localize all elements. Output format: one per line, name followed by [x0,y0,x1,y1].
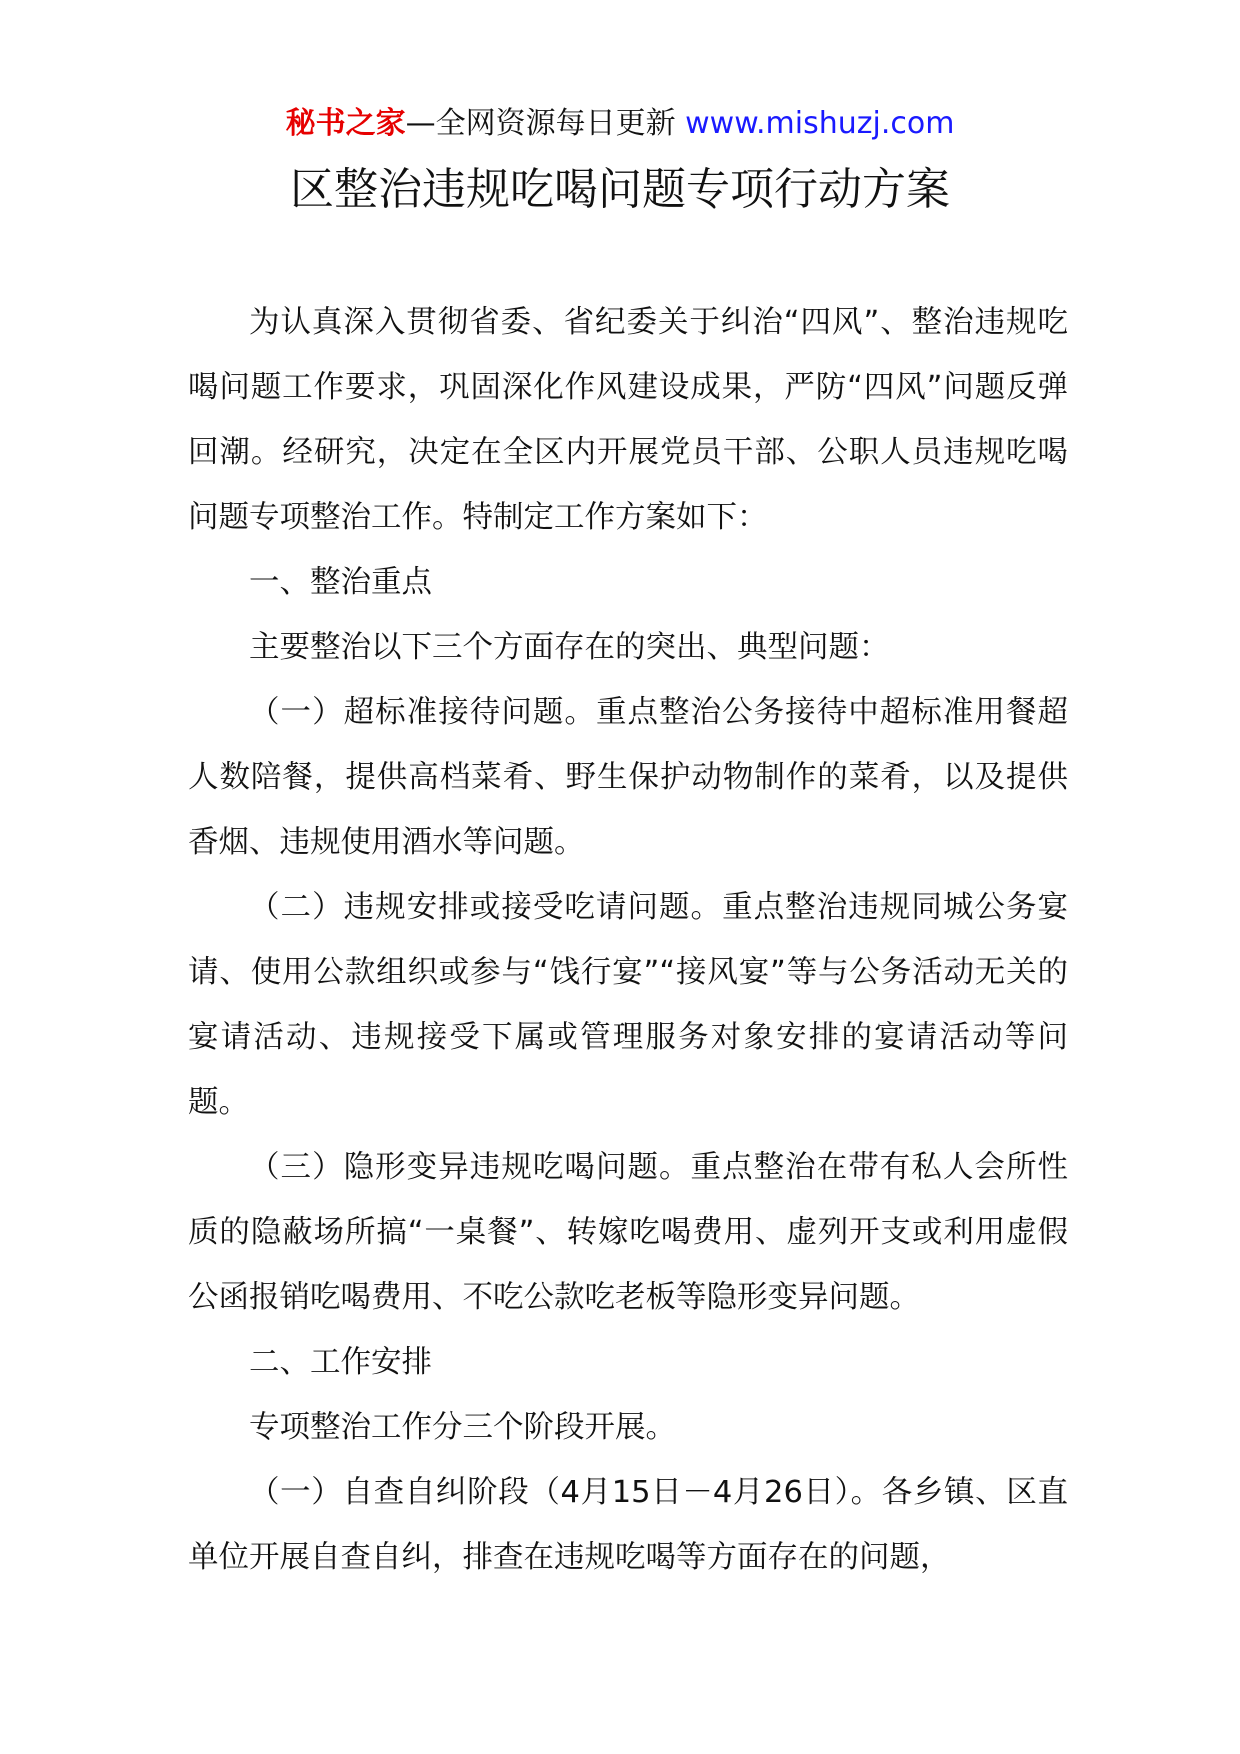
paragraph-stage-1: （一）自查自纠阶段（4月15日－4月26日）。各乡镇、区直单位开展自查自纠，排查在违规吃喝等方面存在的问题， [188,1475,1068,1575]
heading-section-1: 一、整治重点 [249,565,432,600]
paragraph-item-3: （三）隐形变异违规吃喝问题。重点整治在带有私人会所性质的隐蔽场所搞“一桌餐”、转嫁吃喝费用、虚列开支或利用虚假公函报销吃喝费用、不吃公款吃老板等隐形变异问题。 [188,1150,1068,1315]
heading-section-2: 二、工作安排 [249,1345,432,1380]
website-link[interactable]: www.mishuzj.com [685,106,955,141]
paragraph-item-1: （一）超标准接待问题。重点整治公务接待中超标准用餐超人数陪餐，提供高档菜肴、野生保护动物制作的菜肴，以及提供香烟、违规使用酒水等问题。 [188,695,1068,860]
header-tagline: —全网资源每日更新 [405,106,686,141]
paragraph-item-2: （二）违规安排或接受吃请问题。重点整治违规同城公务宴请、使用公款组织或参与“饯行宴”“接风宴”等与公务活动无关的宴请活动、违规接受下属或管理服务对象安排的宴请活动等问题。 [188,890,1068,1120]
header-banner [0,104,1240,144]
document-body [188,290,1068,1590]
paragraph-section-1-intro: 主要整治以下三个方面存在的突出、典型问题： [249,630,890,665]
paragraph-intro: 为认真深入贯彻省委、省纪委关于纠治“四风”、整治违规吃喝问题工作要求，巩固深化作风建设成果，严防“四风”问题反弹回潮。经研究，决定在全区内开展党员干部、公职人员违规吃喝问题专项整治工作。特制定工作方案如下： [188,305,1068,535]
document-title: 区整治违规吃喝问题专项行动方案 [290,164,950,215]
brand-name: 秘书之家 [285,106,406,141]
paragraph-section-2-intro: 专项整治工作分三个阶段开展。 [249,1410,676,1445]
